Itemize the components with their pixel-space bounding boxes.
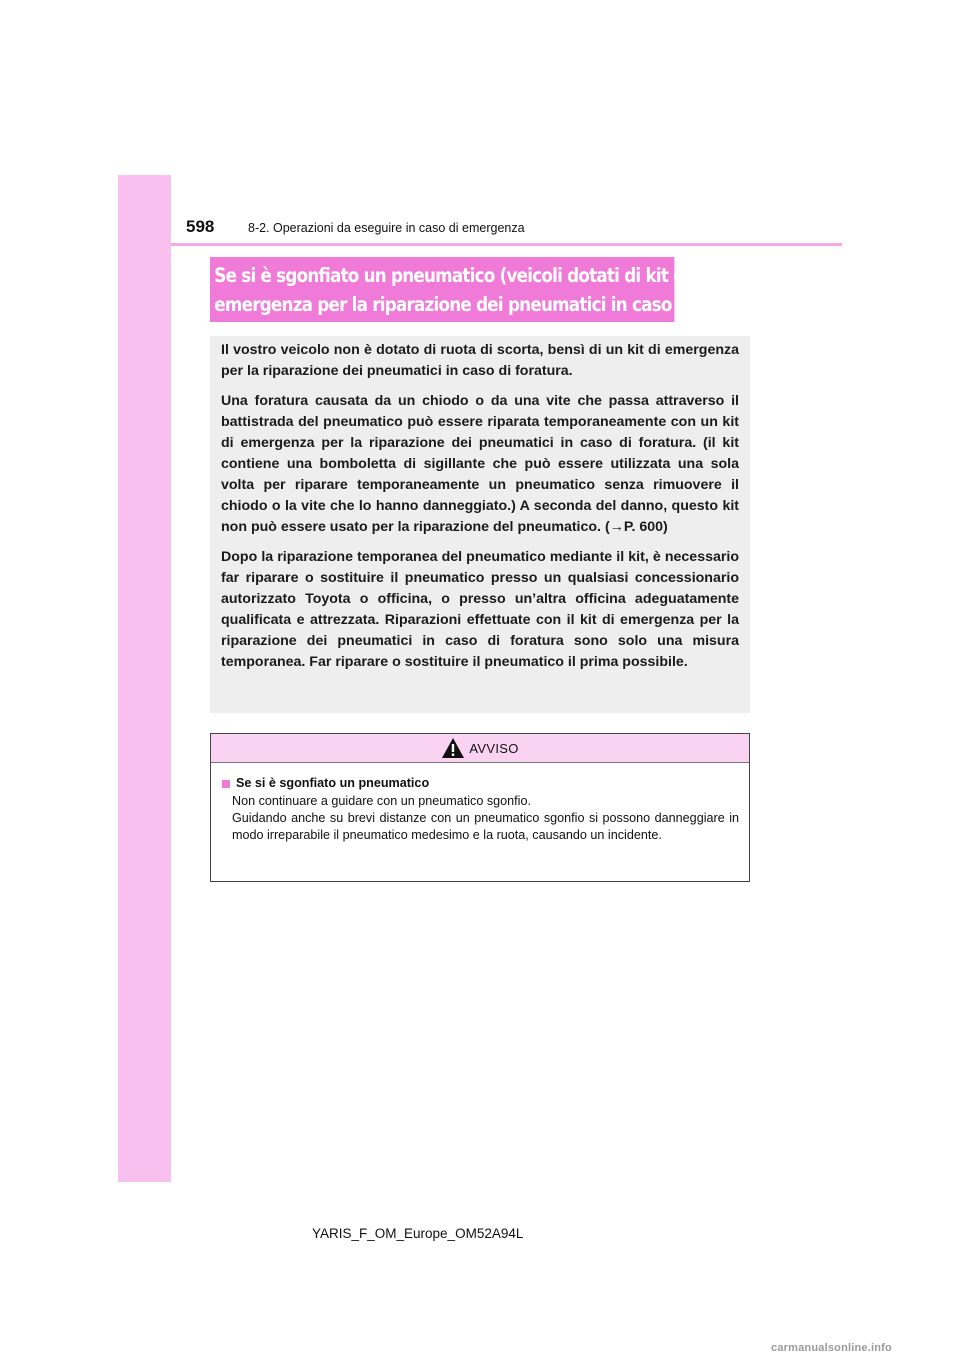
intro-paragraph-3: Dopo la riparazione temporanea del pneumatico mediante il kit, è necessario far riparare o sostituire il pneumatico presso un qualsiasi concessionario autorizzato Toyota o officina, o presso un’altra officina adeguatamente qualificata e attrezzata. Riparazioni effettuate con il kit di emergenza per la riparazione dei pneumatici in caso di foratura sono solo una misura temporanea. Far riparare o sostituire il pneumatico il prima possibile. [221,549,739,670]
intro-box [210,336,750,713]
warning-text [232,793,739,844]
section-title [210,257,777,322]
square-bullet-icon [222,780,230,788]
warning-body [211,763,749,844]
warning-item-title [222,775,739,792]
intro-paragraph-1: Il vostro veicolo non è dotato di ruota di scorta, bensì di un kit di emergenza per la riparazione dei pneumatici in caso di foratura. [221,342,739,379]
section-title-line-1: Se si è sgonfiato un pneumatico (veicoli dotati di kit di [214,264,690,287]
side-tab-band [118,175,171,1182]
warning-label: AVVISO [469,740,519,756]
footer-doc-code: YARIS_F_OM_Europe_OM52A94L [312,1226,524,1241]
warning-header [211,734,749,763]
section-title-line-2: emergenza per la riparazione dei pneumatici in caso di foratura) [214,293,777,316]
warning-triangle-icon [441,737,465,759]
header-rule [171,243,842,246]
chapter-title: 8-2. Operazioni da eseguire in caso di emergenza [248,221,525,235]
intro-paragraph-2: Una foratura causata da un chiodo o da una vite che passa attraverso il battistrada del pneumatico può essere riparata temporaneamente con un kit di emergenza per la riparazione dei pneumatici in caso di foratura. (il kit contiene una bomboletta di sigillante che può essere utilizzata una sola volta per riparare temporaneamente un pneumatico senza rimuovere il chiodo o la vite che lo hanno danneggiato.) A seconda del danno, questo kit non può essere usato per la riparazione del pneumatico. (→P. 600) [221,393,739,535]
watermark: carmanualsonline.info [771,1342,892,1354]
warning-line-1: Non continuare a guidare con un pneumatico sgonfio. [232,794,531,808]
warning-line-2: Guidando anche su brevi distanze con un pneumatico sgonfio si possono danneggiare in modo irreparabile il pneumatico medesimo e la ruota, causando un incidente. [232,811,739,842]
warning-box [210,733,750,882]
page-number: 598 [186,217,215,236]
warning-item-title-text: Se si è sgonfiato un pneumatico [236,776,430,790]
